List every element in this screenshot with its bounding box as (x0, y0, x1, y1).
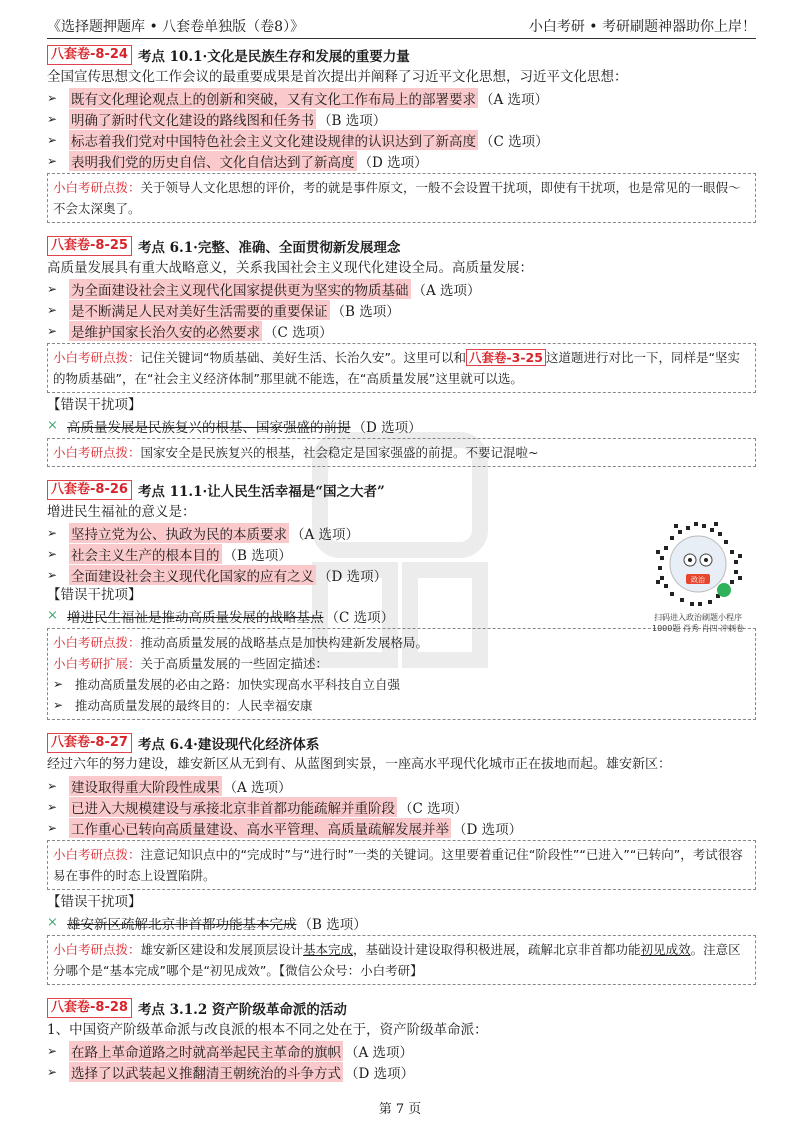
answer-text: 标志着我们党对中国特色社会主义文化建设规律的认识达到了新高度 (69, 130, 478, 150)
cross-icon: × (47, 608, 58, 623)
answer-bullet (47, 775, 756, 796)
option-label: （A 选项） (345, 1044, 414, 1061)
question-tag: 八套卷-8-25 (47, 236, 132, 256)
arrow-icon: ➢ (47, 546, 58, 561)
arrow-icon: ➢ (47, 281, 58, 296)
underlined-keyword: 基本完成 (303, 942, 354, 957)
answer-bullet (47, 129, 756, 150)
answer-text: 全面建设社会主义现代化国家的应有之义 (69, 565, 316, 585)
answer-text: 为全面建设社会主义现代化国家提供更为坚实的物质基础 (69, 279, 411, 299)
header-slogan: 小白考研 • 考研刷题神器助你上岸！ (528, 19, 756, 35)
cross-icon: × (47, 418, 58, 433)
option-label: （C 选项） (264, 324, 333, 341)
section-intro: 增进民生福祉的意义是： (47, 504, 196, 520)
answer-bullet (47, 796, 756, 817)
arrow-icon: ➢ (47, 567, 58, 582)
extension-item (53, 695, 750, 716)
section-title: 考点 3.1.2 资产阶级革命派的活动 (137, 1002, 347, 1018)
question-tag: 八套卷-8-24 (47, 45, 132, 65)
tip-label: 小白考研点拨： (53, 445, 141, 460)
page-content (47, 44, 756, 1094)
option-label: （B 选项） (318, 112, 387, 129)
answer-text: 明确了新时代文化建设的路线图和任务书 (69, 109, 316, 129)
option-label: （B 选项） (331, 303, 400, 320)
answer-text: 已进入大规模建设与承接北京非首都功能疏解并重阶段 (69, 797, 397, 817)
wrong-option (47, 912, 756, 933)
option-label: （A 选项） (223, 779, 292, 796)
answer-text: 表明我们党的历史自信、文化自信达到了新高度 (69, 151, 357, 171)
wrong-options-heading: 【错误干扰项】 (47, 894, 142, 910)
option-label: （B 选项） (298, 916, 367, 933)
arrow-icon: ➢ (47, 132, 58, 147)
section-intro: 1、中国资产阶级革命派与改良派的根本不同之处在于，资产阶级革命派： (47, 1022, 488, 1038)
tip-text-continued: 这道题进行对比一下，同样是“坚实的物质基础”，在“社会主义经济体制”那里就不能选，在“高质量发展”这里就可以选。 (53, 350, 740, 386)
wrong-option (47, 605, 756, 626)
question-tag: 八套卷-8-26 (47, 480, 132, 500)
tip-text-end: 。注意区分哪个是“基本完成”哪个是“初见成效”。【微信公众号：小白考研】 (53, 942, 741, 978)
answer-bullet (47, 108, 756, 129)
tip-box (47, 173, 756, 223)
extension-item-text: 推动高质量发展的最终目的：人民幸福安康 (75, 698, 313, 713)
tip-text: 国家安全是民族复兴的根基，社会稳定是国家强盛的前提。不要记混啦~ (140, 445, 539, 460)
qr-badge-text: 政治 (691, 576, 705, 584)
qr-caption-sub: 1000题 肖秀 肖四 冲刺卷 (652, 624, 744, 633)
option-label: （D 选项） (345, 1065, 415, 1082)
wrong-option-text: 增进民生福祉是推动高质量发展的战略基点 (67, 609, 324, 626)
tip-label: 小白考研点拨： (53, 847, 141, 862)
option-label: （A 选项） (480, 91, 549, 108)
arrow-icon: ➢ (53, 698, 64, 712)
arrow-icon: ➢ (53, 677, 64, 691)
answer-text: 建设取得重大阶段性成果 (69, 776, 222, 796)
option-label: （A 选项） (412, 282, 481, 299)
tip-box (47, 628, 756, 720)
arrow-icon: ➢ (47, 1064, 58, 1079)
tip-label: 小白考研点拨： (53, 180, 141, 195)
wrong-option (47, 415, 756, 436)
arrow-icon: ➢ (47, 525, 58, 540)
tip-box (47, 343, 756, 393)
tip-text: 注意记知识点中的“完成时”与“进行时”一类的关键词。这里要着重记住“阶段性”“已进入”“已转向”，考试很容易在事件的时态上设置陷阱。 (53, 847, 743, 883)
answer-bullet (47, 278, 756, 299)
extension-item-text: 推动高质量发展的必由之路：加快实现高水平科技自立自强 (75, 677, 401, 692)
extension-item (53, 674, 750, 695)
answer-bullet (47, 1061, 756, 1082)
arrow-icon: ➢ (47, 778, 58, 793)
tip-text-continued: ，基础设计建设取得积极进展，疏解北京非首都功能 (353, 942, 641, 957)
answer-text: 社会主义生产的根本目的 (69, 544, 222, 564)
answer-bullet (47, 150, 756, 171)
question-tag: 八套卷-8-28 (47, 998, 132, 1018)
question-section-8-24 (47, 44, 756, 223)
header-doc-title: 《选择题押题库 • 八套卷单独版（卷8）》 (47, 19, 305, 35)
arrow-icon: ➢ (47, 323, 58, 338)
tip-label: 小白考研点拨： (53, 942, 141, 957)
option-label: （C 选项） (480, 133, 549, 150)
option-label: （C 选项） (399, 800, 468, 817)
answer-text: 坚持立党为公、执政为民的本质要求 (69, 523, 289, 543)
extension-text: 关于高质量发展的一些固定描述： (140, 656, 329, 671)
answer-text: 既有文化理论观点上的创新和突破，又有文化工作布局上的部署要求 (69, 88, 478, 108)
section-intro: 全国宣传思想文化工作会议的最重要成果是首次提出并阐释了习近平文化思想，习近平文化思想： (47, 69, 628, 85)
option-label: （D 选项） (318, 568, 388, 585)
answer-text: 在路上革命道路之时就高举起民主革命的旗帜 (69, 1041, 343, 1061)
answer-bullet (47, 817, 756, 838)
question-section-8-28 (47, 997, 756, 1082)
answer-bullet (47, 543, 756, 564)
arrow-icon: ➢ (47, 820, 58, 835)
section-title: 考点 10.1·文化是民族生存和发展的重要力量 (137, 49, 410, 65)
tip-text: 推动高质量发展的战略基点是加快构建新发展格局。 (140, 635, 429, 650)
tip-text: 关于领导人文化思想的评价，考的就是事件原文，一般不会设置干扰项，即使有干扰项，也是常见的一眼假～不会太深奥了。 (53, 180, 741, 216)
tip-box (47, 438, 756, 467)
option-label: （C 选项） (325, 609, 395, 626)
mini-program-qr[interactable] (652, 520, 744, 634)
option-label: （D 选项） (453, 821, 523, 838)
option-label: （D 选项） (358, 154, 428, 171)
arrow-icon: ➢ (47, 302, 58, 317)
answer-text: 是不断满足人民对美好生活需要的重要保证 (69, 300, 330, 320)
page-header (47, 14, 756, 39)
option-label: （B 选项） (223, 547, 292, 564)
answer-bullet (47, 522, 756, 543)
question-tag: 八套卷-8-27 (47, 733, 132, 753)
section-intro: 高质量发展具有重大战略意义，关系我国社会主义现代化建设全局。高质量发展： (47, 260, 533, 276)
arrow-icon: ➢ (47, 90, 58, 105)
question-section-8-27 (47, 732, 756, 985)
answer-bullet (47, 564, 756, 585)
wrong-option-text: 高质量发展是民族复兴的根基、国家强盛的前提 (67, 419, 351, 436)
section-title: 考点 6.1·完整、准确、全面贯彻新发展理念 (137, 240, 401, 256)
answer-text: 选择了以武装起义推翻清王朝统治的斗争方式 (69, 1062, 343, 1082)
answer-bullet (47, 87, 756, 108)
extension-label: 小白考研扩展： (53, 656, 141, 671)
arrow-icon: ➢ (47, 1043, 58, 1058)
tip-label: 小白考研点拨： (53, 635, 141, 650)
section-title: 考点 6.4·建设现代化经济体系 (137, 737, 320, 753)
underlined-keyword: 初见成效 (640, 942, 691, 957)
cross-reference-tag: 八套卷-3-25 (466, 349, 546, 366)
section-title: 考点 11.1·让人民生活幸福是“国之大者” (137, 484, 385, 500)
arrow-icon: ➢ (47, 153, 58, 168)
qr-caption: 扫码进入政治刷题小程序 (654, 613, 742, 622)
page-number: 第 7 页 (378, 1102, 422, 1117)
section-intro: 经过六年的努力建设，雄安新区从无到有、从蓝图到实景，一座高水平现代化城市正在拔地而起。雄安新区： (47, 757, 672, 772)
tip-text: 记住关键词“物质基础、美好生活、长治久安”。这里可以和 (140, 350, 466, 365)
answer-text: 工作重心已转向高质量建设、高水平管理、高质量疏解发展并举 (69, 818, 451, 838)
question-section-8-26 (47, 479, 756, 720)
option-label: （D 选项） (352, 419, 422, 436)
tip-text: 雄安新区建设和发展顶层设计 (140, 942, 304, 957)
tip-box (47, 935, 756, 985)
cross-icon: × (47, 915, 58, 930)
answer-text: 是维护国家长治久安的必然要求 (69, 321, 262, 341)
wrong-options-heading: 【错误干扰项】 (47, 397, 142, 413)
arrow-icon: ➢ (47, 799, 58, 814)
option-label: （A 选项） (291, 526, 360, 543)
question-section-8-25 (47, 235, 756, 467)
qr-code-icon[interactable] (654, 520, 742, 608)
answer-bullet (47, 1040, 756, 1061)
tip-box (47, 840, 756, 890)
tip-label: 小白考研点拨： (53, 350, 141, 365)
answer-bullet (47, 320, 756, 341)
arrow-icon: ➢ (47, 111, 58, 126)
wrong-option-text: 雄安新区疏解北京非首都功能基本完成 (67, 916, 297, 933)
wrong-options-heading: 【错误干扰项】 (47, 587, 142, 603)
answer-bullet (47, 299, 756, 320)
